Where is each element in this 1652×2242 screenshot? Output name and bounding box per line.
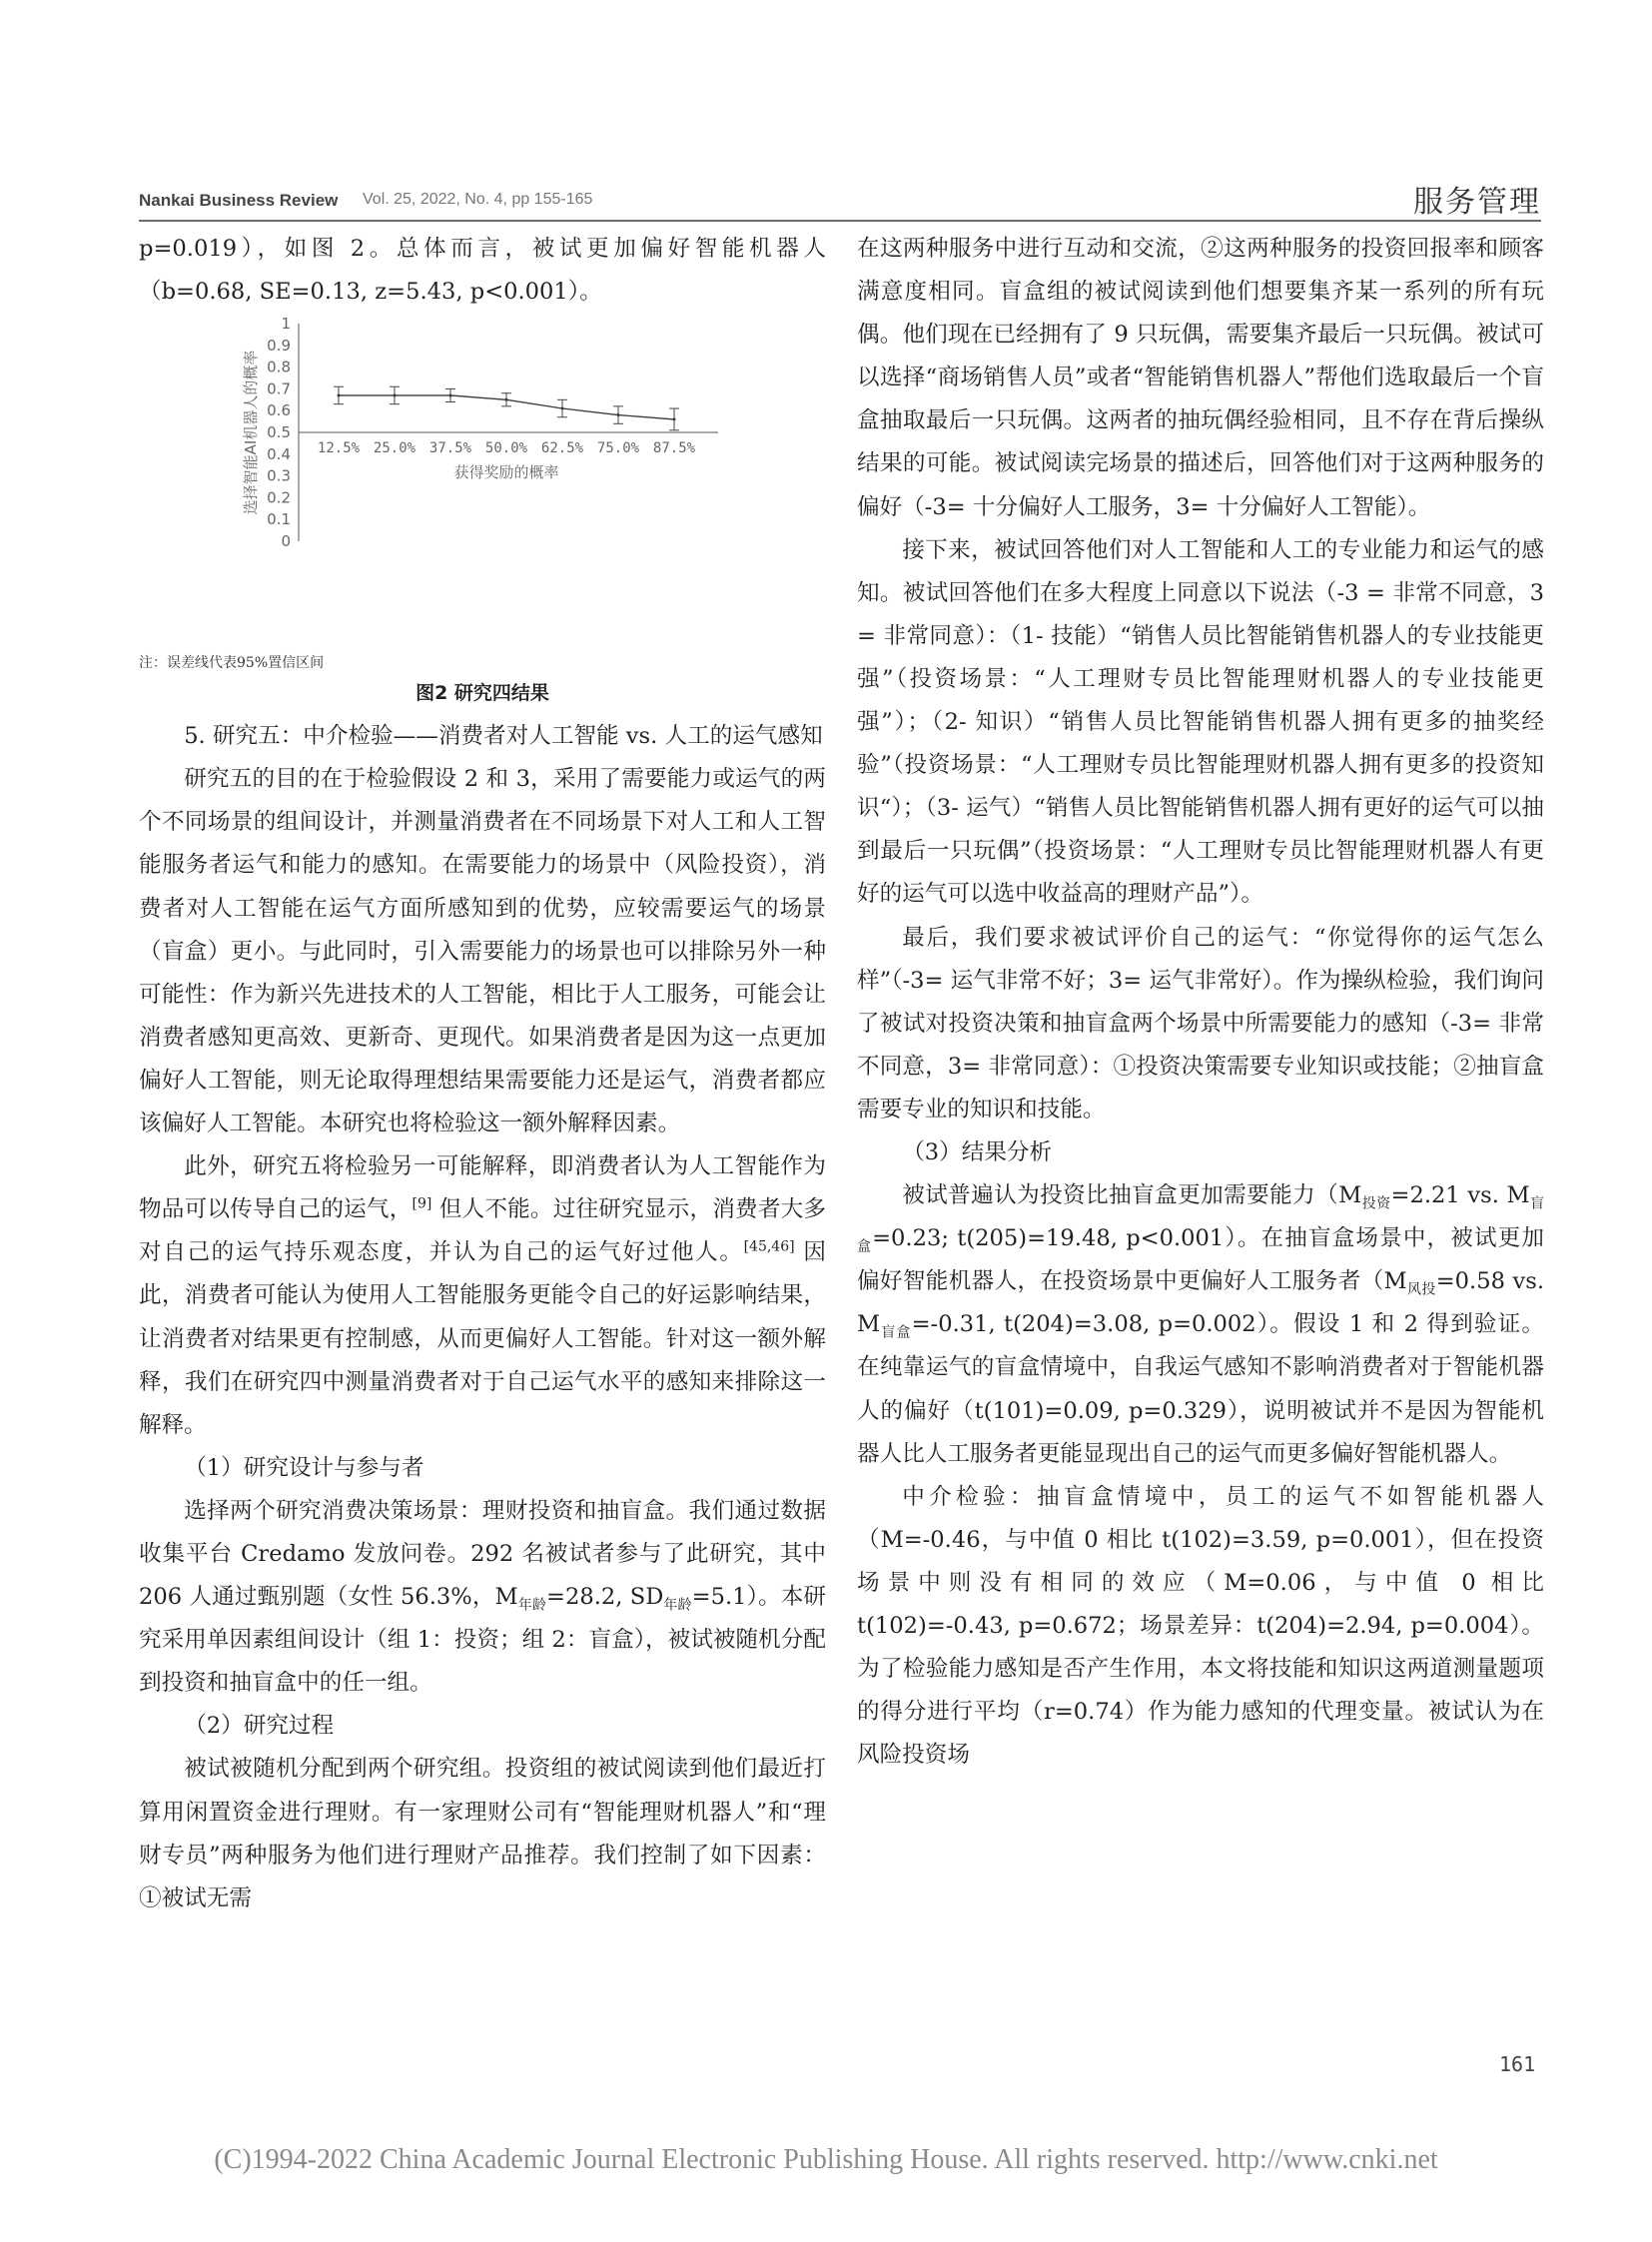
paragraph: 此外，研究五将检验另一可能解释，即消费者认为人工智能作为物品可以传导自己的运气，[9] 但人不能。过往研究显示，消费者大多对自己的运气持乐观态度，并认为自己的运气好过他人。[45,46] 因此，消费者可能认为使用人工智能服务更能令自己的好运影响结果，让消费者对结果更有控制感，从而更偏好人工智能。针对这一额外解释，我们在研究四中测量消费者对于自己运气水平的感知来排除这一解释。 bbox=[139, 1153, 827, 1438]
paragraph: 最后，我们要求被试评价自己的运气：“你觉得你的运气怎么样”（-3= 运气非常不好；3= 运气非常好）。作为操纵检验，我们询问了被试对投资决策和抽盲盒两个场景中所需要能力的感知（-3= 非常不同意，3= 非常同意）：①投资决策需要专业知识或技能；②抽盲盒需要专业的知识和技能。 bbox=[857, 924, 1544, 1122]
paragraph: 接下来，被试回答他们对人工智能和人工的专业能力和运气的感知。被试回答他们在多大程度上同意以下说法（-3 = 非常不同意，3 = 非常同意）：（1- 技能）“销售人员比智能销售机器人的专业技能更强”（投资场景：“人工理财专员比智能理财机器人的专业技能更强”）；（2- 知识）“销售人员比智能销售机器人拥有更多的抽奖经验”（投资场景：“人工理财专员比智能理财机器人拥有更多的投资知识“）；（3- 运气）“销售人员比智能销售机器人拥有更好的运气可以抽到最后一只玩偶”（投资场景：“人工理财专员比智能理财机器人有更好的运气可以选中收益高的理财产品”）。 bbox=[857, 536, 1544, 908]
figure-caption: 图2 研究四结果 bbox=[415, 682, 549, 705]
y-tick-label: 0.1 bbox=[267, 510, 291, 529]
data-point bbox=[338, 394, 341, 397]
y-tick-label: 0.6 bbox=[267, 401, 291, 420]
y-tick-label: 0.4 bbox=[267, 444, 291, 463]
paragraph: 被试普遍认为投资比抽盲盒更加需要能力（$M_{投资}=2.21$ vs. $M_{盲盒}=0.23$; t(205)=19.48, p<0.001）。在抽盲盒场景中，被试更加偏好智能机器人，在投资场景中更偏好人工服务者（$M_{风投}=0.58$ vs. $M_{盲盒}=-0.31$, t(204)=3.08, p=0.002）。假设 1 和 2 得到验证。在纯靠运气的盲盒情境中，自我运气感知不影响消费者对于智能机器人的偏好（t(101)=0.09, p=0.329），说明被试并不是因为智能机器人比人工服务者更能显现出自己的运气而更多偏好智能机器人。 bbox=[857, 1182, 1545, 1467]
section-heading: 5. 研究五：中介检验——消费者对人工智能 vs. 人工的运气感知 bbox=[184, 723, 823, 750]
data-point bbox=[673, 418, 676, 421]
citation: [45,46] bbox=[743, 1238, 795, 1255]
citation: [9] bbox=[412, 1195, 432, 1212]
y-tick-label: 0.9 bbox=[267, 336, 291, 355]
paragraph: 研究五的目的在于检验假设 2 和 3，采用了需要能力或运气的两个不同场景的组间设计，并测量消费者在不同场景下对人工和人工智能服务者运气和能力的感知。在需要能力的场景中（风险投资），消费者对人工智能在运气方面所感知到的优势，应较需要运气的场景（盲盒）更小。与此同时，引入需要能力的场景也可以排除另外一种可能性：作为新兴先进技术的人工智能，相比于人工服务，可能会让消费者感知更高效、更新奇、更现代。如果消费者是因为这一点更加偏好人工智能，则无论取得理想结果需要能力还是运气，消费者都应该偏好人工智能。本研究也将检验这一额外解释因素。 bbox=[139, 766, 826, 1137]
journal-name: Nankai Business Review bbox=[139, 191, 339, 210]
y-tick-label: 0.8 bbox=[267, 358, 291, 376]
data-point bbox=[617, 413, 620, 416]
paragraph: 在这两种服务中进行互动和交流，②这两种服务的投资回报率和顾客满意度相同。盲盒组的被试阅读到他们想要集齐某一系列的所有玩偶。他们现在已经拥有了 9 只玩偶，需要集齐最后一只玩偶。被试可以选择“商场销售人员”或者“智能销售机器人”帮他们选取最后一个盲盒抽取最后一只玩偶。这两者的抽玩偶经验相同，且不存在背后操纵结果的可能。被试阅读完场景的描述后，回答他们对于这两种服务的偏好（-3= 十分偏好人工服务，3= 十分偏好人工智能）。 bbox=[857, 236, 1544, 520]
subheading: （2）研究过程 bbox=[184, 1713, 335, 1740]
x-tick-label: 75.0% bbox=[596, 440, 640, 457]
y-tick-label: 1 bbox=[281, 315, 291, 334]
y-tick-label: 0.3 bbox=[267, 466, 291, 485]
y-tick-label: 0.5 bbox=[267, 423, 291, 442]
line-chart bbox=[139, 314, 826, 653]
right-column bbox=[857, 228, 1544, 1777]
figure-2-chart bbox=[139, 314, 826, 653]
left-column bbox=[139, 228, 826, 1920]
x-tick-label: 87.5% bbox=[652, 440, 696, 457]
x-tick-label: 62.5% bbox=[540, 440, 584, 457]
paragraph: p=0.019），如图 2。总体而言，被试更加偏好智能机器人（b=0.68, SE=0.13, z=5.43, p<0.001）。 bbox=[139, 236, 826, 306]
header-rule bbox=[139, 220, 1541, 222]
x-axis-label: 获得奖励的概率 bbox=[453, 463, 559, 482]
subheading: （3）结果分析 bbox=[902, 1138, 1053, 1165]
figure-note: 注：误差线代表95%置信区间 bbox=[139, 655, 325, 672]
x-tick-label: 50.0% bbox=[484, 440, 528, 457]
y-axis-label: 选择智能AI机器人的概率 bbox=[242, 350, 260, 515]
x-tick-label: 37.5% bbox=[428, 440, 472, 457]
paragraph: 中介检验：抽盲盒情境中，员工的运气不如智能机器人（M=-0.46，与中值 0 相比 t(102)=3.59, p=0.001），但在投资场景中则没有相同的效应（M=0.06，与中值 0 相比 t(102)=-0.43, p=0.672；场景差异：t(204)=2.94, p=0.004）。为了检验能力感知是否产生作用，本文将技能和知识这两道测量题项的得分进行平均（r=0.74）作为能力感知的代理变量。被试认为在风险投资场 bbox=[857, 1483, 1544, 1769]
subheading: （1）研究设计与参与者 bbox=[184, 1454, 424, 1481]
copyright-footer: (C)1994-2022 China Academic Journal Electronic Publishing House. All rights reserved. http://www.cnki.net bbox=[214, 2144, 1438, 2175]
x-tick-label: 12.5% bbox=[317, 440, 361, 457]
y-tick-label: 0.7 bbox=[267, 379, 291, 398]
paragraph: 被试被随机分配到两个研究组。投资组的被试阅读到他们最近打算用闲置资金进行理财。有一家理财公司有“智能理财机器人”和“理财专员”两种服务为他们进行理财产品推荐。我们控制了如下因素：①被试无需 bbox=[139, 1756, 826, 1911]
y-tick-label: 0 bbox=[281, 532, 291, 551]
data-point bbox=[561, 407, 564, 410]
paragraph: 选择两个研究消费决策场景：理财投资和抽盲盒。我们通过数据收集平台 Credamo 发放问卷。292 名被试者参与了此研究，其中 206 人通过甄别题（女性 56.3%，$M_{年龄}=28.2$, $SD_{年龄}=5.1$）。本研究采用单因素组间设计（组 1：投资；组 2：盲盒），被试被随机分配到投资和抽盲盒中的任一组。 bbox=[139, 1497, 826, 1697]
data-point bbox=[505, 398, 508, 401]
data-point bbox=[394, 394, 397, 397]
page-number: 161 bbox=[1499, 2052, 1536, 2076]
issue-info: Vol. 25, 2022, No. 4, pp 155-165 bbox=[363, 191, 593, 208]
section-title: 服务管理 bbox=[1413, 185, 1541, 220]
x-tick-label: 25.0% bbox=[373, 440, 416, 457]
y-tick-label: 0.2 bbox=[267, 488, 291, 507]
data-point bbox=[449, 394, 452, 397]
running-header bbox=[139, 183, 1541, 219]
